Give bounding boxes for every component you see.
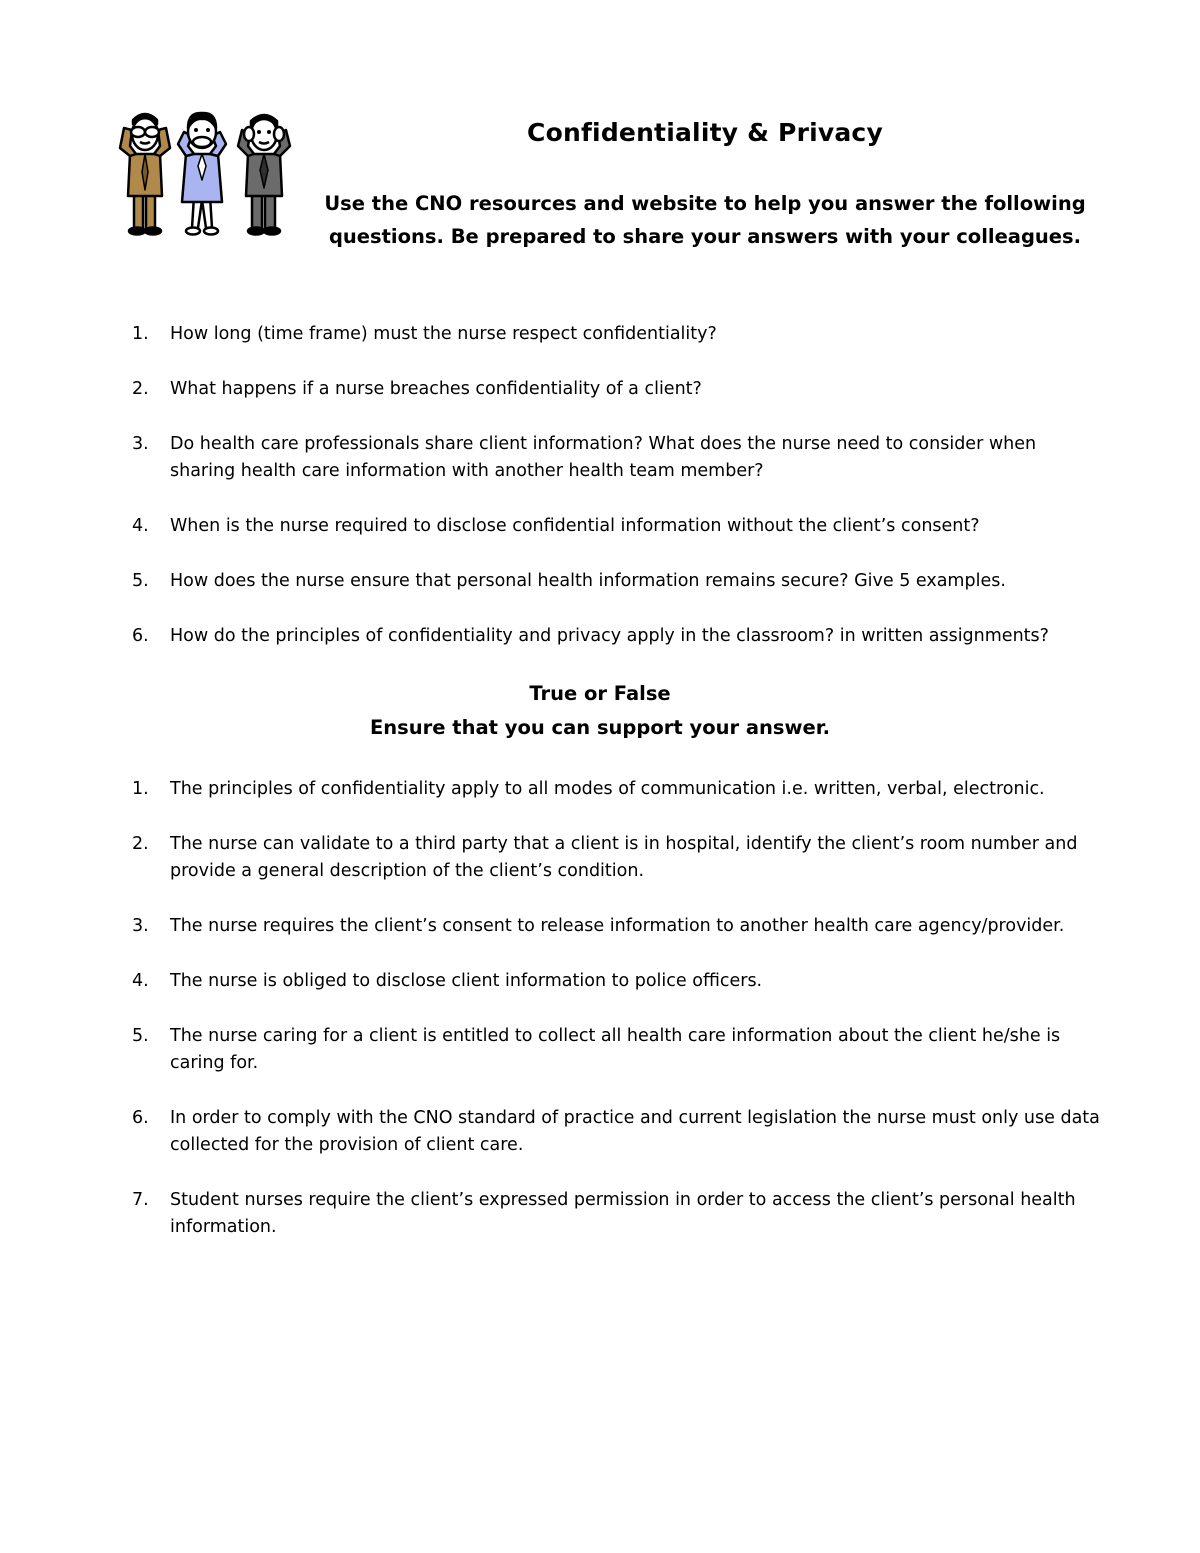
list-item [130, 376, 1105, 403]
item-number: 2. [132, 834, 149, 854]
item-number: 7. [132, 1190, 149, 1210]
item-number: 6. [132, 626, 149, 646]
item-number: 4. [132, 516, 149, 536]
figure-hear-no-evil [238, 115, 290, 235]
item-number: 1. [132, 324, 149, 344]
item-number: 2. [132, 379, 149, 399]
item-text: The nurse caring for a client is entitled to collect all health care information about the client he/she is caring for. [170, 1026, 1061, 1073]
question-list [130, 321, 1105, 678]
list-item [130, 1023, 1105, 1077]
item-text: Student nurses require the client’s expressed permission in order to access the client’s personal health information. [170, 1190, 1076, 1237]
item-text: How does the nurse ensure that personal health information remains secure? Give 5 examples. [170, 571, 1006, 591]
item-text: The nurse can validate to a third party that a client is in hospital, identify the client’s room number and provide a general description of the client’s condition. [170, 834, 1078, 881]
header [320, 118, 1090, 253]
list-item [130, 913, 1105, 940]
true-false-subtitle: Ensure that you can support your answer. [369, 716, 831, 739]
instructions: Use the CNO resources and website to help you answer the following questions. Be prepared to share your answers with your colleagues. [324, 192, 1086, 248]
list-item [130, 1187, 1105, 1241]
item-number: 3. [132, 434, 149, 454]
item-text: How do the principles of confidentiality and privacy apply in the classroom? in written assignments? [170, 626, 1049, 646]
item-number: 5. [132, 571, 149, 591]
list-item [130, 321, 1105, 348]
three-wise-people-clipart-icon [118, 110, 298, 238]
item-number: 3. [132, 916, 149, 936]
item-text: The nurse requires the client’s consent to release information to another health care agency/provider. [170, 916, 1065, 936]
list-item [130, 968, 1105, 995]
item-text: When is the nurse required to disclose confidential information without the client’s consent? [170, 516, 980, 536]
item-text: In order to comply with the CNO standard of practice and current legislation the nurse must only use data collected for the provision of client care. [170, 1108, 1100, 1155]
list-item [130, 1105, 1105, 1159]
true-false-list [130, 776, 1105, 1269]
true-false-heading [0, 677, 1200, 745]
item-number: 5. [132, 1026, 149, 1046]
item-number: 4. [132, 971, 149, 991]
item-text: How long (time frame) must the nurse respect confidentiality? [170, 324, 717, 344]
figure-see-no-evil [120, 114, 170, 235]
item-text: Do health care professionals share client information? What does the nurse need to consider when sharing health care information with another health team member? [170, 434, 1037, 481]
item-number: 6. [132, 1108, 149, 1128]
figure-speak-no-evil [178, 113, 226, 235]
list-item [130, 568, 1105, 595]
item-text: What happens if a nurse breaches confidentiality of a client? [170, 379, 702, 399]
list-item [130, 623, 1105, 650]
item-text: The principles of confidentiality apply to all modes of communication i.e. written, verbal, electronic. [170, 779, 1045, 799]
true-false-title: True or False [529, 682, 671, 705]
list-item [130, 431, 1105, 485]
item-number: 1. [132, 779, 149, 799]
item-text: The nurse is obliged to disclose client information to police officers. [170, 971, 763, 991]
page-title: Confidentiality & Privacy [527, 118, 883, 147]
list-item [130, 776, 1105, 803]
list-item [130, 513, 1105, 540]
list-item [130, 831, 1105, 885]
